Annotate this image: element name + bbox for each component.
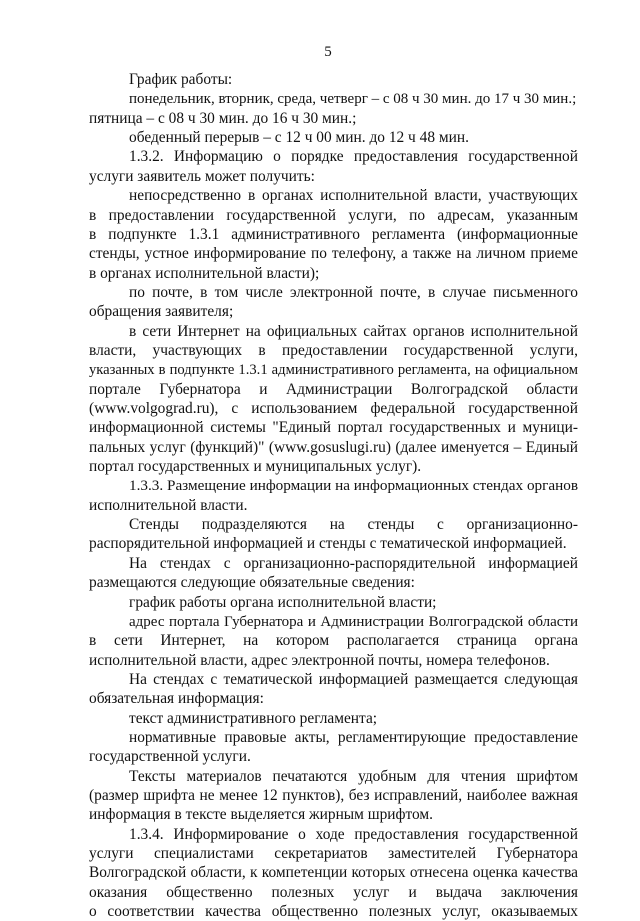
text-line: услуги заявитель может получить:	[89, 167, 315, 185]
text-line: указанных в подпункте 1.3.1 административного регламента, на официальном	[89, 362, 578, 379]
text-line: 1.3.2. Информацию о порядке предоставления государственной	[129, 148, 578, 166]
text-line: график работы органа исполнительной власти;	[129, 593, 437, 611]
text-line: услуги специалистами секретариатов заместителей Губернатора	[89, 845, 578, 862]
text-line: На стендах с организационно-распорядительной информацией	[129, 554, 578, 572]
text-line: Стенды подразделяются на стенды с организационно-	[129, 516, 578, 533]
text-line: обеденный перерыв – с 12 ч 00 мин. до 12 ч 48 мин.	[129, 129, 469, 147]
text-line: информация в тексте выделяется жирным шрифтом.	[89, 806, 433, 824]
text-line: в подпункте 1.3.1 административного регламента (информационные	[89, 225, 578, 243]
text-line: 1.3.3. Размещение информации на информационных стендах органов	[129, 477, 578, 495]
text-line: Тексты материалов печатаются удобным для чтения шрифтом	[129, 767, 578, 785]
text-line: портал государственных и муниципальных услуг).	[89, 458, 422, 475]
text-line: График работы:	[129, 71, 233, 88]
text-line: в органах исполнительной власти);	[89, 264, 320, 282]
text-line: текст административного регламента;	[129, 709, 378, 727]
text-line: в сети Интернет на официальных сайтах органов исполнительной	[129, 322, 578, 340]
text-line: 1.3.4. Информирование о ходе предоставления государственной	[129, 825, 578, 843]
text-line: обязательная информация:	[89, 690, 264, 708]
text-line: исполнительной власти, адрес электронной почты, номера телефонов.	[89, 651, 550, 669]
text-line: (www.volgograd.ru), с использованием федеральной государственной	[89, 400, 578, 417]
text-line: государственной услуги.	[89, 748, 251, 766]
text-line: размещаются следующие обязательные сведения:	[89, 574, 415, 592]
text-line: распорядительной информацией и стенды с тематической информацией.	[89, 535, 567, 553]
text-line: оказания общественно полезных услуг и выдача заключения	[89, 883, 578, 901]
text-line: стенды, устное информирование по телефону, а также на личном приеме	[89, 245, 578, 263]
text-line: нормативные правовые акты, регламентирующие предоставление	[129, 728, 578, 746]
text-line: власти, участвующих в предоставлении государственной услуги,	[89, 341, 578, 359]
text-line: пятница – с 08 ч 30 мин. до 16 ч 30 мин.;	[89, 109, 357, 127]
text-line: портале Губернатора и Администрации Волгоградской области	[89, 380, 578, 398]
text-line: исполнительной власти.	[89, 496, 248, 514]
text-line: непосредственно в органах исполнительной власти, участвующих	[129, 187, 578, 205]
text-line: (размер шрифта не менее 12 пунктов), без исправлений, наиболее важная	[89, 787, 578, 804]
text-line: понедельник, вторник, среда, четверг – с 08 ч 30 мин. до 17 ч 30 мин.;	[129, 91, 577, 108]
text-line: пальных услуг (функций)" (www.gosuslugi.ru) (далее именуется – Единый	[89, 438, 578, 456]
text-line: о соответствии качества общественно полезных услуг, оказываемых	[89, 903, 578, 921]
text-line: в сети Интернет, на котором располагается страница органа	[89, 632, 578, 650]
page-number: 5	[324, 44, 332, 60]
text-line: информационной системы "Единый портал государственных и муници-	[89, 419, 578, 437]
text-line: обращения заявителя;	[89, 303, 234, 321]
text-line: Волгоградской области, к компетенции которых отнесена оценка качества	[89, 864, 578, 882]
text-line: адрес портала Губернатора и Администрации Волгоградской области	[129, 613, 578, 630]
text-line: в предоставлении государственной услуги, по адресам, указанным	[89, 206, 578, 224]
text-line: по почте, в том числе электронной почте, в случае письменного	[129, 283, 578, 301]
text-line: На стендах с тематической информацией размещается следующая	[129, 670, 578, 688]
